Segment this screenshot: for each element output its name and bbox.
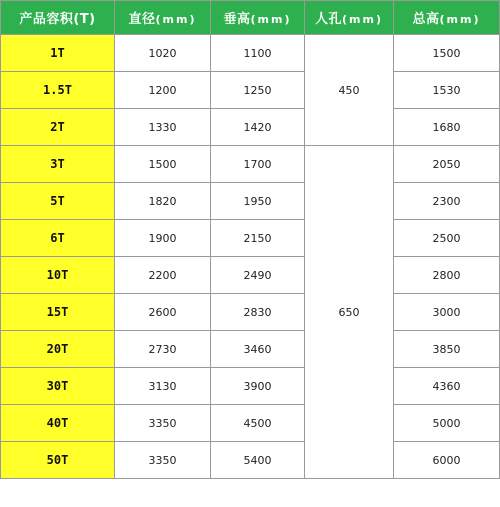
height-cell: 3900	[211, 368, 305, 405]
diameter-cell: 1200	[115, 72, 211, 109]
diameter-cell: 3350	[115, 442, 211, 479]
capacity-cell: 30T	[1, 368, 115, 405]
capacity-cell: 40T	[1, 405, 115, 442]
header-height-label: 垂高	[223, 12, 251, 27]
table-row	[1, 35, 500, 72]
capacity-cell: 6T	[1, 220, 115, 257]
total-height-cell: 2050	[394, 146, 500, 183]
total-height-cell: 1680	[394, 109, 500, 146]
height-cell: 1950	[211, 183, 305, 220]
header-row	[1, 1, 500, 35]
table-row	[1, 331, 500, 368]
capacity-cell: 10T	[1, 257, 115, 294]
capacity-cell: 50T	[1, 442, 115, 479]
table-row	[1, 220, 500, 257]
header-total-height-label: 总高	[412, 12, 440, 27]
capacity-cell: 1T	[1, 35, 115, 72]
table-row	[1, 146, 500, 183]
header-total-height-unit: (mm)	[439, 13, 481, 26]
table-header	[1, 1, 500, 35]
diameter-cell: 1900	[115, 220, 211, 257]
capacity-cell: 20T	[1, 331, 115, 368]
capacity-cell: 3T	[1, 146, 115, 183]
table-row	[1, 109, 500, 146]
table-row	[1, 442, 500, 479]
total-height-cell: 2500	[394, 220, 500, 257]
header-manhole-label: 人孔	[315, 12, 343, 27]
header-diameter-label: 直径	[128, 12, 156, 27]
header-manhole-unit: (mm)	[342, 13, 383, 26]
height-cell: 1250	[211, 72, 305, 109]
diameter-cell: 1820	[115, 183, 211, 220]
diameter-cell: 2600	[115, 294, 211, 331]
height-cell: 2490	[211, 257, 305, 294]
capacity-cell: 1.5T	[1, 72, 115, 109]
height-cell: 2150	[211, 220, 305, 257]
capacity-cell: 15T	[1, 294, 115, 331]
total-height-cell: 6000	[394, 442, 500, 479]
capacity-cell: 5T	[1, 183, 115, 220]
diameter-cell: 1020	[115, 35, 211, 72]
table-row	[1, 294, 500, 331]
header-diameter	[115, 1, 211, 35]
total-height-cell: 2300	[394, 183, 500, 220]
header-capacity-label: 产品容积(T)	[19, 12, 96, 27]
height-cell: 1420	[211, 109, 305, 146]
diameter-cell: 3130	[115, 368, 211, 405]
height-cell: 2830	[211, 294, 305, 331]
total-height-cell: 1530	[394, 72, 500, 109]
table-row	[1, 368, 500, 405]
total-height-cell: 4360	[394, 368, 500, 405]
height-cell: 3460	[211, 331, 305, 368]
header-total-height	[394, 1, 500, 35]
height-cell: 4500	[211, 405, 305, 442]
height-cell: 1100	[211, 35, 305, 72]
total-height-cell: 3000	[394, 294, 500, 331]
table-row	[1, 257, 500, 294]
header-height	[211, 1, 305, 35]
header-capacity	[1, 1, 115, 35]
table-row	[1, 183, 500, 220]
table-row	[1, 72, 500, 109]
diameter-cell: 1330	[115, 109, 211, 146]
height-cell: 1700	[211, 146, 305, 183]
table-body	[1, 35, 500, 479]
diameter-cell: 2730	[115, 331, 211, 368]
total-height-cell: 5000	[394, 405, 500, 442]
manhole-cell: 650	[305, 146, 394, 479]
diameter-cell: 2200	[115, 257, 211, 294]
total-height-cell: 3850	[394, 331, 500, 368]
diameter-cell: 1500	[115, 146, 211, 183]
capacity-cell: 2T	[1, 109, 115, 146]
diameter-cell: 3350	[115, 405, 211, 442]
header-height-unit: (mm)	[250, 13, 292, 26]
total-height-cell: 2800	[394, 257, 500, 294]
total-height-cell: 1500	[394, 35, 500, 72]
height-cell: 5400	[211, 442, 305, 479]
table-row	[1, 405, 500, 442]
header-manhole	[305, 1, 394, 35]
header-diameter-unit: (mm)	[155, 13, 197, 26]
manhole-cell: 450	[305, 35, 394, 146]
